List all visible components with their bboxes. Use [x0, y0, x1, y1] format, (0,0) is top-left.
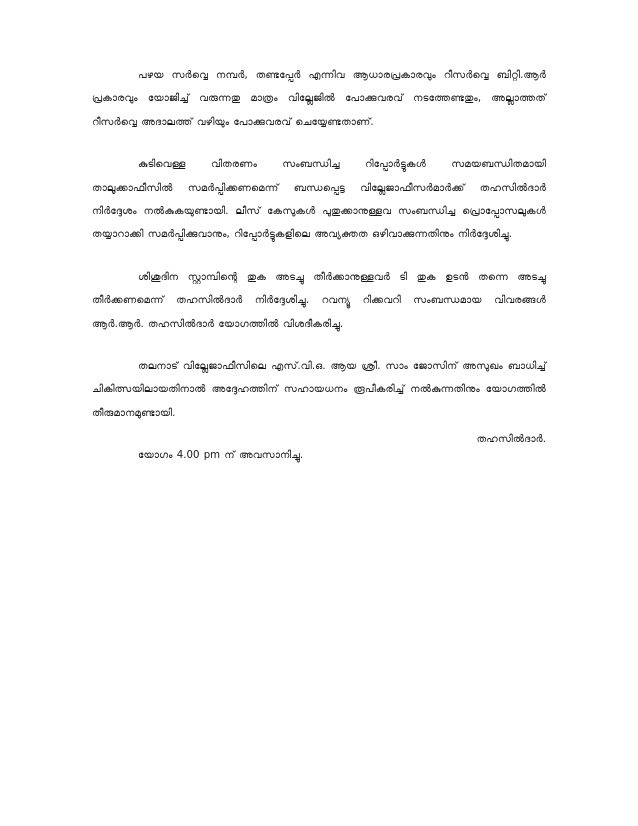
paragraph-survey-mutation: പഴയ സർവ്വെ നമ്പർ, തണ്ടപ്പേർ എന്നിവ ആധാരപ്രകാരവും റീസർവ്വെ ബിറ്റി.ആർ പ്രകാരവും യോജിച്ച് വരുന്നതു മാത്രം വില്ലേജിൽ പോക്കുവരവ് നടത്തേണ്ടതും, അല്ലാത്തത് റീസർവ്വെ അദാലത്ത് വഴിയും പോക്കുവരവ് ചെയ്യേണ്ടതാണ്.: [92, 70, 546, 128]
paragraph-financial-assistance: തലനാട് വില്ലേജാഫീസിലെ എസ്.വി.ഒ. ആയ ശ്രീ. സാം ജോസിന് അസുഖം ബാധിച്ച് ചികിത്സയിലായതിനാൽ അദ്ദേഹത്തിന് സഹായധനം രൂപീകരിച്ച് നൽകുന്നതിനും യോഗത്തിൽ തീരുമാനമുണ്ടായി.: [92, 361, 546, 419]
paragraph-childrens-day-stamp: ശിശുദിന സ്റ്റാമ്പിന്റെ തുക അടച്ചു തീർക്കാനുള്ളവർ ടി തുക ഉടൻ തന്നെ അടച്ചു തീർക്കണമെന്ന് തഹസിൽദാർ നിർദ്ദേശിച്ചു. റവന്യൂ റിക്കവറി സംബന്ധമായ വിവരങ്ങൾ ആർ.ആർ. തഹസിൽദാർ യോഗത്തിൽ വിശദീകരിച്ചു.: [92, 271, 546, 330]
paragraph-drinking-water-reports: കുടിവെള്ള വിതരണം സംബന്ധിച്ച റിപ്പോർട്ടുകൾ സമയബന്ധിതമായി താലൂക്കാഫീസിൽ സമർപ്പിക്കണമെന്ന് ബന്ധപ്പെട്ട വില്ലേജാഫീസർമാർക്ക് തഹസിൽദാർ നിർദ്ദേശം നൽകുകയുണ്ടായി. ലീസ് കേസുകൾ പുതുക്കാനുള്ളവ സംബന്ധിച്ച പ്രൊപ്പോസലുകൾ തയ്യാറാക്കി സമർപ്പിക്കുവാനും, റിപ്പോർട്ടുകളിലെ അവ്യക്തത ഒഴിവാക്കുന്നതിനും നിർദ്ദേശിച്ചു.: [92, 159, 546, 241]
paragraph-meeting-closed: യോഗം 4.00 pm ന് അവസാനിച്ചു.: [138, 450, 304, 462]
signature-tahsildar: തഹസിൽദാർ.: [476, 434, 546, 445]
document-body: [92, 64, 546, 487]
